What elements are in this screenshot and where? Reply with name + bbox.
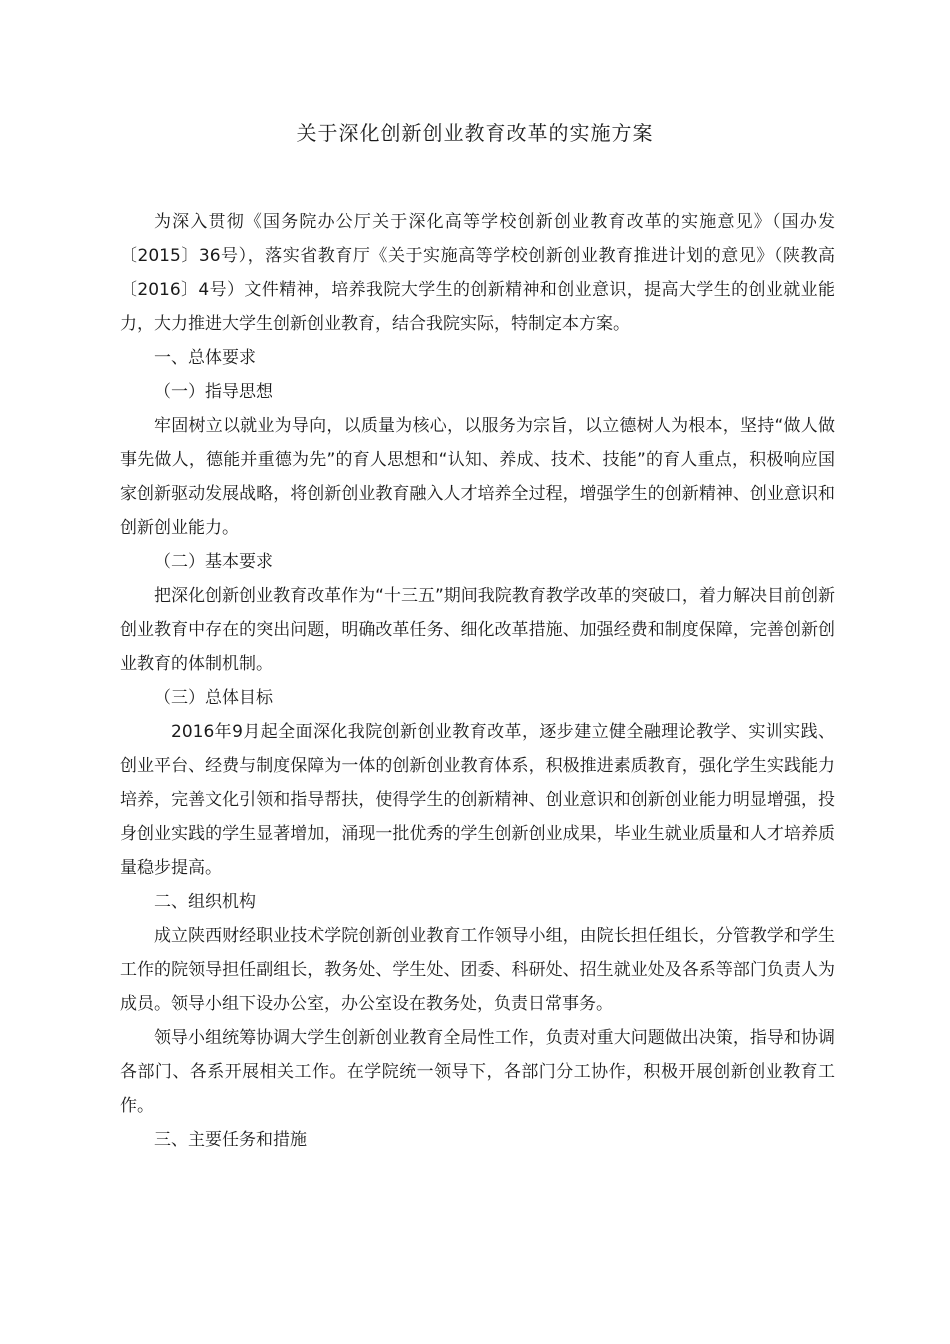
section-1-1-paragraph: 牢固树立以就业为导向，以质量为核心，以服务为宗旨，以立德树人为根本，坚持“做人做事先做人，德能并重德为先”的育人思想和“认知、养成、技术、技能”的育人重点，积极响应国家创新驱动发展战略，将创新创业教育融入人才培养全过程，增强学生的创新精神、创业意识和创新创业能力。 <box>120 416 835 538</box>
intro-paragraph: 为深入贯彻《国务院办公厅关于深化高等学校创新创业教育改革的实施意见》（国办发〔2015〕36号），落实省教育厅《关于实施高等学校创新创业教育推进计划的意见》（陕教高〔2016〕4号）文件精神，培养我院大学生的创新精神和创业意识，提高大学生的创业就业能力，大力推进大学生创新创业教育，结合我院实际，特制定本方案。 <box>120 212 835 334</box>
section-3-heading: 三、主要任务和措施 <box>154 1130 307 1150</box>
document-title: 关于深化创新创业教育改革的实施方案 <box>296 121 654 145</box>
document-body <box>120 205 835 1157</box>
section-2-paragraph-1: 成立陕西财经职业技术学院创新创业教育工作领导小组，由院长担任组长，分管教学和学生工作的院领导担任副组长，教务处、学生处、团委、科研处、招生就业处及各系等部门负责人为成员。领导小组下设办公室，办公室设在教务处，负责日常事务。 <box>120 926 835 1014</box>
section-2-paragraph-2: 领导小组统筹协调大学生创新创业教育全局性工作，负责对重大问题做出决策，指导和协调各部门、各系开展相关工作。在学院统一领导下，各部门分工协作，积极开展创新创业教育工作。 <box>120 1028 835 1116</box>
section-1-3-heading: （三）总体目标 <box>154 688 273 708</box>
section-1-2-paragraph: 把深化创新创业教育改革作为“十三五”期间我院教育教学改革的突破口，着力解决目前创新创业教育中存在的突出问题，明确改革任务、细化改革措施、加强经费和制度保障，完善创新创业教育的体制机制。 <box>120 586 835 674</box>
section-1-2-heading: （二）基本要求 <box>154 552 273 572</box>
section-1-heading: 一、总体要求 <box>154 348 256 368</box>
section-1-3-paragraph: 2016年9月起全面深化我院创新创业教育改革，逐步建立健全融理论教学、实训实践、创业平台、经费与制度保障为一体的创新创业教育体系，积极推进素质教育，强化学生实践能力培养，完善文化引领和指导帮扶，使得学生的创新精神、创业意识和创新创业能力明显增强，投身创业实践的学生显著增加，涌现一批优秀的学生创新创业成果，毕业生就业质量和人才培养质量稳步提高。 <box>120 722 835 878</box>
section-2-heading: 二、组织机构 <box>154 892 256 912</box>
section-1-1-heading: （一）指导思想 <box>154 382 273 402</box>
